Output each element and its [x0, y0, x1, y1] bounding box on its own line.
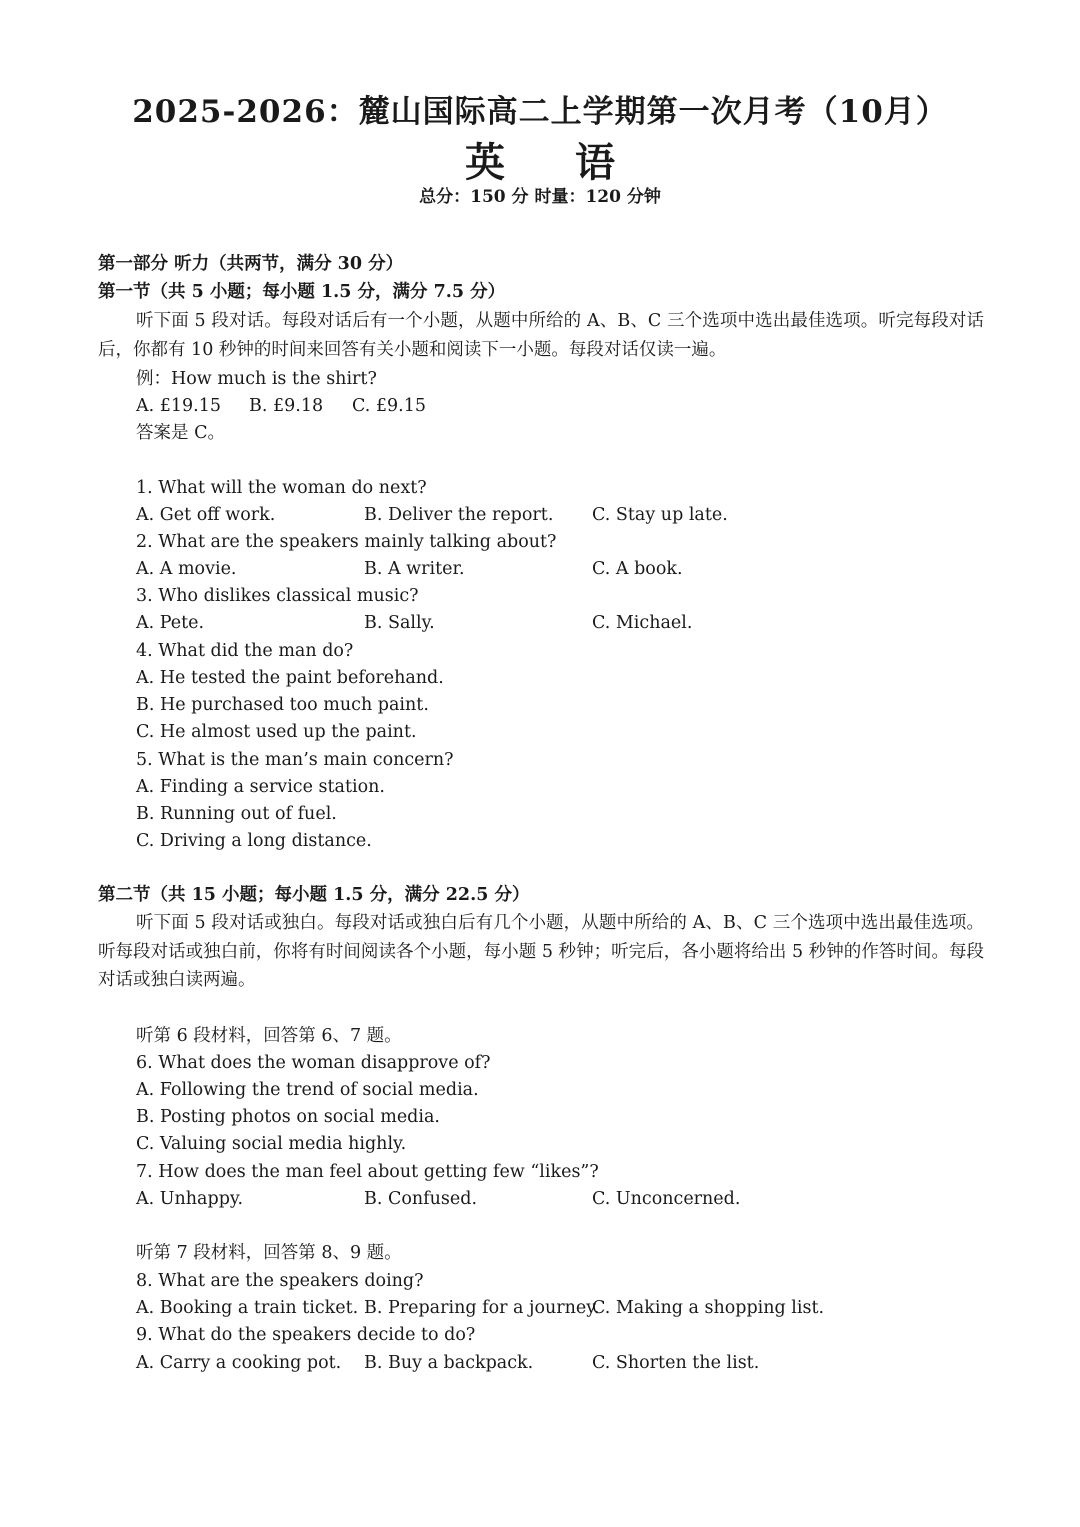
- question-text: 8. What are the speakers doing?: [136, 1271, 424, 1291]
- question-text: 9. What do the speakers decide to do?: [136, 1325, 476, 1345]
- part1-heading: 第一部分 听力（共两节，满分 30 分）: [98, 254, 404, 274]
- option-c: C. Driving a long distance.: [136, 831, 372, 851]
- option-a: A. Finding a service station.: [136, 777, 385, 797]
- question-text: 3. Who dislikes classical music?: [136, 586, 419, 606]
- option-a: A. He tested the paint beforehand.: [136, 668, 444, 688]
- question-text: 6. What does the woman disapprove of?: [136, 1053, 491, 1073]
- option-a: A. Booking a train ticket.: [136, 1298, 359, 1318]
- material-intro: 听第 6 段材料，回答第 6、7 题。: [136, 1026, 402, 1046]
- option-c: C. Stay up late.: [592, 505, 728, 525]
- subject-title: [0, 138, 1080, 188]
- question-text: 5. What is the man’s main concern?: [136, 750, 454, 770]
- example-option-c: C. £9.15: [352, 396, 426, 416]
- section1-heading: 第一节（共 5 小题；每小题 1.5 分，满分 7.5 分）: [98, 282, 506, 302]
- subject-char-1: 英: [465, 140, 505, 186]
- option-b: B. Sally.: [364, 613, 435, 633]
- option-c: C. A book.: [592, 559, 683, 579]
- option-a: A. Unhappy.: [136, 1189, 244, 1209]
- option-a: A. Get off work.: [136, 505, 276, 525]
- example-option-b: B. £9.18: [249, 396, 324, 416]
- option-a: A. A movie.: [136, 559, 237, 579]
- option-c: C. He almost used up the paint.: [136, 722, 417, 742]
- option-b: B. Buy a backpack.: [364, 1353, 534, 1373]
- option-b: B. A writer.: [364, 559, 465, 579]
- option-b: B. Deliver the report.: [364, 505, 554, 525]
- section1-instructions: 听下面 5 段对话。每段对话后有一个小题，从题中所给的 A、B、C 三个选项中选出最佳选项。听完每段对话后，你都有 10 秒钟的时间来回答有关小题和阅读下一小题。每段对话仅读一遍。: [98, 311, 984, 360]
- question-text: 2. What are the speakers mainly talking about?: [136, 532, 557, 552]
- option-b: B. Posting photos on social media.: [136, 1107, 440, 1127]
- option-a: A. Following the trend of social media.: [136, 1080, 479, 1100]
- question-text: 1. What will the woman do next?: [136, 478, 427, 498]
- option-c: C. Shorten the list.: [592, 1353, 760, 1373]
- example-answer: 答案是 C。: [136, 423, 225, 443]
- example-option-a: A. £19.15: [136, 396, 221, 416]
- question-text: 7. How does the man feel about getting few “likes”?: [136, 1162, 599, 1182]
- option-b: B. Preparing for a journey.: [364, 1298, 600, 1318]
- option-c: C. Michael.: [592, 613, 693, 633]
- question-text: 4. What did the man do?: [136, 641, 354, 661]
- option-b: B. He purchased too much paint.: [136, 695, 429, 715]
- option-a: A. Pete.: [136, 613, 205, 633]
- subject-char-2: 语: [575, 140, 615, 186]
- option-b: B. Confused.: [364, 1189, 478, 1209]
- example-question: 例：How much is the shirt?: [136, 369, 377, 389]
- option-b: B. Running out of fuel.: [136, 804, 337, 824]
- section2-instructions: 听下面 5 段对话或独白。每段对话或独白后有几个小题，从题中所给的 A、B、C 三个选项中选出最佳选项。听每段对话或独白前，你将有时间阅读各个小题，每小题 5 秒钟；听完后，各小题将给出 5 秒钟的作答时间。每段对话或独白读两遍。: [98, 913, 984, 990]
- exam-meta: 总分：150 分 时量：120 分钟: [419, 187, 661, 207]
- option-a: A. Carry a cooking pot.: [136, 1353, 342, 1373]
- option-c: C. Making a shopping list.: [592, 1298, 825, 1318]
- material-intro: 听第 7 段材料，回答第 8、9 题。: [136, 1243, 402, 1263]
- option-c: C. Valuing social media highly.: [136, 1134, 407, 1154]
- section2-heading: 第二节（共 15 小题；每小题 1.5 分，满分 22.5 分）: [98, 885, 530, 905]
- option-c: C. Unconcerned.: [592, 1189, 741, 1209]
- exam-title: 2025-2026：麓山国际高二上学期第一次月考（10月）: [132, 94, 948, 130]
